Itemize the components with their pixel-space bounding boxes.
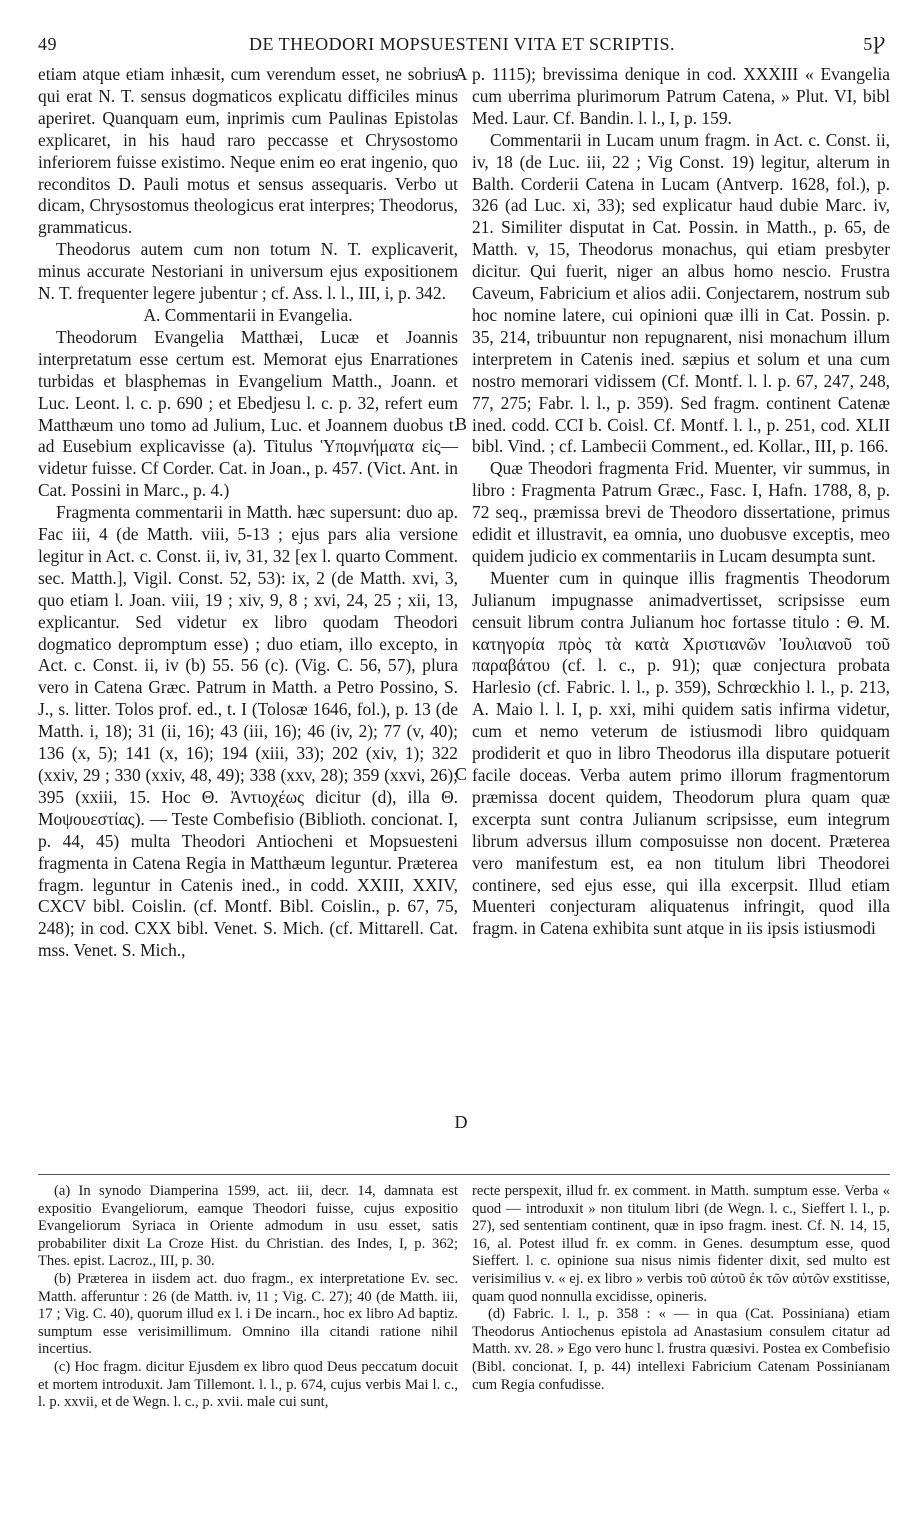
left-paragraph-4: Fragmenta commentarii in Matth. hæc supersunt: duo ap. Fac iii, 4 (de Matth. viii, 5-13 ; ejus pars alia versione legitur in Act. c. Const. ii, iv, 31, 32 [ex l. quarto Comment. sec. Matth.], Vigil. Const. 52, 53): ix, 2 (de Matth. xvi, 3, quo etiam l. Joan. viii, 19 ; xiv, 9, 8 ; xvi, 24, 25 ; xii, 13, explicantur. Sed videtur ex libro quodam Theodori dogmatico depromptum esse) ; duo etiam, illo excepto, in Act. c. Const. ii, iv (b) 55. 56 (c). (Vig. C. 56, 57), plura vero in Catena Græc. Patrum in Matth. a Petro Possino, S. J., s. litter. Tolos prof. ed., t. I (Tolosæ 1646, fol.), p. 13 (de Matth. i, 18); 31 (ii, 16); 43 (iii, 16); 46 (iv, 2); 77 (v, 40); 136 (x, 5); 141 (x, 16); 194 (xiii, 33); 202 (xiv, 1); 322 (xxiv, 29 ; 330 (xxiv, 48, 49); 338 (xxv, 28); 359 (xxvi, 26); 395 (xxiii, 15. Hoc Θ. Ἀντιοχέως dicitur (d), illa Θ. Μοψουεστίας). — Teste Combefisio (Biblioth. concionat. I, p. 44, 45) multa Theodori Antiocheni et Mopsuesteni fragmenta in Catena Regia in Matthæum leguntur. Præterea fragm. leguntur in Catenis ined., in codd. XXIII, XXIV, CXCV bibl. Coislin. (cf. Montf. Bibl. Coislin., p. 67, 75, 248); in cod. CXX bibl. Venet. S. Mich. (cf. Mittarell. Cat. mss. Venet. S. Mich.,: [38, 502, 458, 961]
right-paragraph-3: Quæ Theodori fragmenta Frid. Muenter, vir summus, in libro : Fragmenta Patrum Græc., Fasc. I, Hafn. 1788, 8, p. 72 seq., præmissa brevi de Theodoro dissertatione, primus edidit et illustravit, ea omnia, uno duobusve exceptis, meo quidem judicio ex commentariis in Lucam desumpta sunt.: [472, 458, 890, 566]
footnote-c-continued: recte perspexit, illud fr. ex comment. in Matth. sumptum esse. Verba « quod — introduxit » non titulum libri (de Wegn. l. c., Sieffert l. l., p. 27), sed sententiam continent, quæ in ipso fragm. inest. Cf. N. 14, 15, 16, al. Potest illud fr. ex comm. in Genes. desumptum esse, quod Sieffert. l. c. opinione sua nisus nimis fidenter dixit, sed multo est verisimilius v. « ej. ex libro » verbis τοῦ αὐτοῦ ἐκ τῶν αὐτῶν exstitisse, quam quod nonnulla excidisse, opineris.: [472, 1183, 890, 1305]
footnote-b: (b) Præterea in iisdem act. duo fragm., ex interpretatione Ev. sec. Matth. afferuntur : 26 (de Matth. iv, 11 ; Vig. C. 27); 40 (de Matth. iii, 17 ; Vig. C. 40), quorum illud ex l. i De incarn., hoc ex libro Ad baptiz. sumptum esse verisimillimum. Omnino illa citandi ratione nihil incertius.: [38, 1270, 458, 1358]
right-paragraph-4: Muenter cum in quinque illis fragmentis Theodorum Julianum impugnasse animadvertisset, scripsisse eum censuit librum contra Julianum hoc fortasse titulo : Θ. Μ. κατηγορία πρὸς τὰ κατὰ Χριστιανῶν Ἰουλιανοῦ τοῦ παραβάτου (cf. l. c., p. 91); quæ conjectura probata Harlesio (cf. Fabric. l. l., p. 359), Schrœckhio l. l., p. 213, A. Maio l. l. I, p. xxi, mihi quidem satis infirma videtur, cum et nemo veterum de istiusmodi libro quidquam prodiderit et quo in libro Theodorus illa disputare potuerit facile doceas. Verba autem primo illorum fragmentorum præmissa docent quidem, Theodorum plura quam quæ excerpta sunt contra Julianum scripsisse, eum integrum librum adversus illum composuisse non docent. Præterea vero manifestum est, ea non titulum libri Theodorei continere, sed ejus esse, qui illa excerpsit. Illud etiam Muenteri conjecturam aliquatenus infringit, quod illa fragm. in Catena exhibita sunt atque in iis ipsis istiusmodi: [472, 567, 890, 939]
footnote-c: (c) Hoc fragm. dicitur Ejusdem ex libro quod Deus peccatum docuit et mortem introduxit. Jam Tillemont. l. l., p. 674, cujus verbis Mai l. c., l. p. xxvii, et de Wegn. l. c., p. xvii. male cui sunt,: [38, 1358, 458, 1411]
footnote-a: (a) In synodo Diamperina 1599, act. iii, decr. 14, damnata est expositio Evangeliorum, eamque Theodori fuisse, cujus expositio Evangeliorum Syriaca in Oriente admodum in usu esset, satis probabiliter dixit La Croze Hist. du Christian. des Indes, I, p. 362; Thes. epist. Lacroz., III, p. 30.: [38, 1183, 458, 1270]
margin-letter-a: A: [454, 64, 468, 84]
footnote-d: (d) Fabric. l. l., p. 358 : « — in qua (Cat. Possiniana) etiam Theodorus Antiochenus epistola ad Anastasium consulem citatur ad Matth. xv. 28. » Ego vero hunc l. frustra quæsivi. Postea ex Combefisio (Bibl. concionat. I, p. 44) intellexi Fabricium Catenam Possinianam cum Regia confudisse.: [472, 1306, 890, 1393]
running-title: DE THEODORI MOPSUESTENI VITA ET SCRIPTIS.: [248, 34, 676, 54]
left-column: [38, 64, 458, 962]
margin-letter-c: C: [454, 764, 467, 784]
right-paragraph-1: p. 1115); brevissima denique in cod. XXXIII « Evangelia cum uberrima plurimorum Patrum Catena, » Plut. VI, bibl Med. Laur. Cf. Bandin. l. l., I, p. 159.: [472, 64, 890, 128]
page-number-left: 49: [38, 34, 57, 54]
footnote-divider: [38, 1174, 890, 1175]
footnotes-right: [472, 1183, 890, 1394]
right-paragraph-2: Commentarii in Lucam unum fragm. in Act. c. Const. ii, iv, 18 (de Luc. iii, 22 ; Vig Const. 19) legitur, alterum in Balth. Corderii Catena in Lucam (Antverp. 1628, fol.), p. 326 (ad Luc. xi, 33); sed explicatur haud dubie Marc. iv, 21. Similiter disputat in Cat. Possin. in Matth., p. 65, de Matth. v, 15, Theodorus monachus, qui etiam presbyter dicitur. Qui fuerit, niger an albus homo nescio. Frustra Caveum, Fabricium et alios adii. Conjectarem, nostrum sub hoc nomine latere, cui opinioni quæ illi in Cat. Possin. p. 35, 214, tribuuntur non repugnarent, nisi monachum illum interpretem in Catenis ined. sæpius et solum et una cum nostro memorari vidissem (Cf. Montf. l. l. p. 67, 247, 248, 77, 275; Fabr. l. l., p. 359). Sed fragm. continent Catenæ ined. codd. CCI b. Coisl. Cf. Montf. l. l., p. 251, cod. XLII bibl. Vind. ; cf. Lambecii Comment., ed. Kollar., III, p. 166.: [472, 129, 890, 457]
left-paragraph-1: etiam atque etiam inhæsit, cum verendum esset, ne sobrius qui erat N. T. sensus dogmaticos explicatu difficiles minus aperiret. Quanquam eum, inprimis cum Paulinas Epistolas explicaret, in his haud raro peccasse et Chrysostomo inferiorem fuisse existimo. Neque enim eo erat ingenio, quo reconditos D. Pauli motus et sensus assequaris. Verbo ut dicam, Chrysostomus theologicus erat interpres; Theodorus, grammaticus.: [38, 64, 458, 238]
left-paragraph-3: Theodorum Evangelia Matthæi, Lucæ et Joannis interpretatum esse certum est. Memorat ejus Enarrationes turbidas et blasphemas in Evangelium Matth., Joann. et Luc. Leont. l. c. p. 690 ; et Ebedjesu l. c. p. 32, refert eum Matthæum uno tomo ad Julium, Luc. et Joannem duobus t. ad Eusebium explicavisse (a). Titulus Ὑπομνήματα εἰς—videtur fuisse. Cf Corder. Cat. in Joan., p. 457. (Vict. Ant. in Cat. Possini in Marc., p. 4.): [38, 326, 458, 501]
margin-letter-b: B: [454, 414, 467, 434]
footnotes-left: [38, 1183, 458, 1412]
page-number-right: 5Ꝩ: [863, 34, 886, 54]
margin-letter-d: D: [454, 1112, 468, 1132]
right-column: [472, 64, 890, 940]
page-header: [38, 34, 886, 58]
left-paragraph-2: Theodorus autem cum non totum N. T. explicaverit, minus accurate Nestoriani in universum ejus expositionem N. T. frequenter legere jubentur ; cf. Ass. l. l., III, i, p. 342.: [38, 239, 458, 304]
section-heading: A. Commentarii in Evangelia.: [143, 304, 353, 325]
